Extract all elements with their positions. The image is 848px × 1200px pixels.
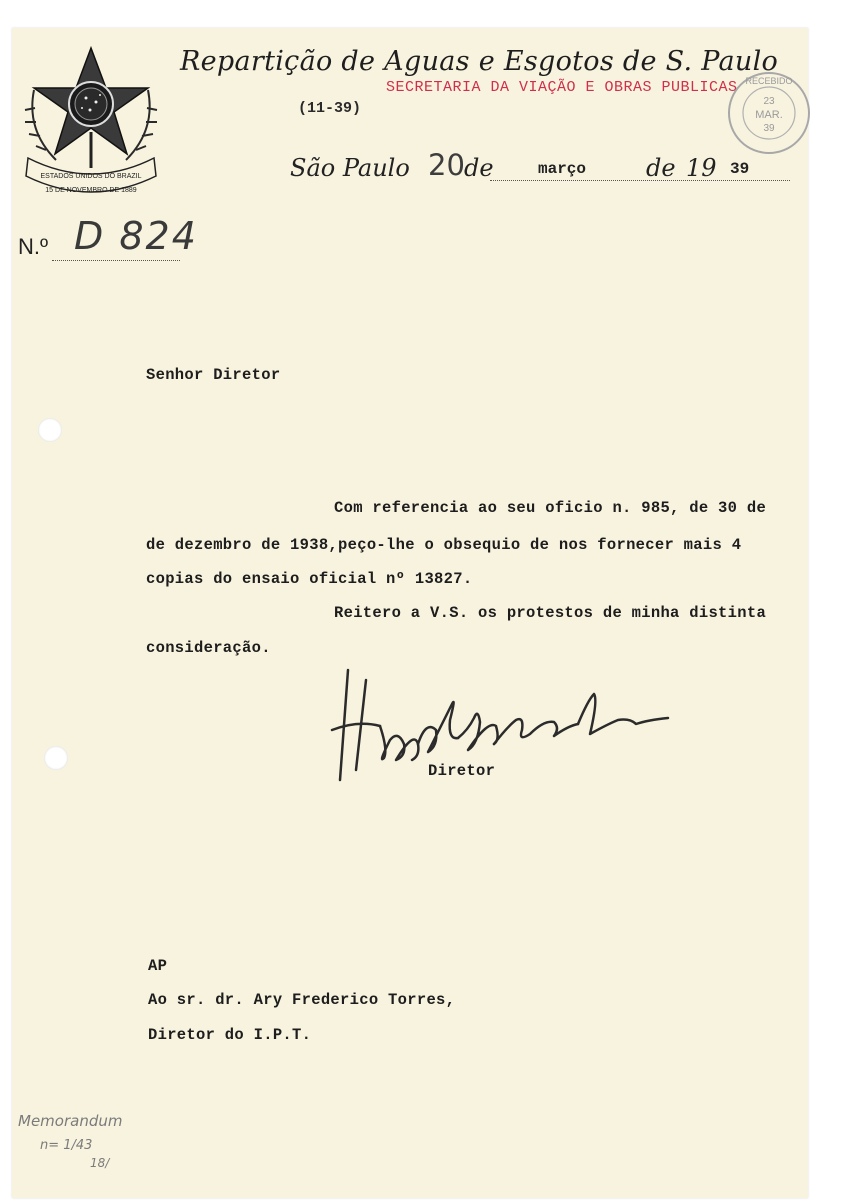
- secretaria-stamp: SECRETARIA DA VIAÇÃO E OBRAS PUBLICAS: [386, 79, 738, 96]
- punch-hole-top: [38, 418, 62, 442]
- body-line-2: de dezembro de 1938,peço-lhe o obsequio de nos fornecer mais 4: [146, 536, 742, 554]
- number-label: N.º: [18, 234, 49, 259]
- number-dotted-line: [52, 260, 180, 261]
- date-place: São Paulo: [290, 154, 410, 182]
- addressee-line-2: Diretor do I.P.T.: [148, 1026, 312, 1044]
- letterhead-title: Repartição de Aguas e Esgotos de S. Paulo: [180, 46, 779, 77]
- date-year-suffix: 39: [730, 160, 750, 178]
- stamp-top-text: RECEBIDO: [745, 76, 793, 86]
- reference-code: (11-39): [298, 100, 362, 117]
- body-line-4: Reitero a V.S. os protestos de minha distinta: [334, 604, 767, 622]
- date-day: 20: [428, 148, 465, 182]
- date-dotted-line: [490, 180, 790, 181]
- dateline: [290, 148, 760, 190]
- coat-of-arms-emblem: [16, 40, 166, 200]
- pencil-note-line-2: n= 1/43: [40, 1138, 93, 1153]
- number-value: D 824: [74, 214, 198, 258]
- salutation: Senhor Diretor: [146, 366, 281, 384]
- received-date-stamp: [726, 70, 812, 156]
- body-line-1: Com referencia ao seu oficio n. 985, de 30 de: [334, 499, 767, 517]
- addressee-initials: AP: [148, 957, 168, 975]
- stamp-month: MAR.: [755, 109, 783, 121]
- ribbon-date: 15 DE NOVEMBRO DE 1889: [45, 187, 137, 194]
- addressee-line-1: Ao sr. dr. Ary Frederico Torres,: [148, 991, 456, 1009]
- punch-hole-bottom: [44, 746, 68, 770]
- body-line-5: consideração.: [146, 639, 271, 657]
- handwritten-signature: [318, 660, 688, 790]
- body-line-3: copias do ensaio oficial nº 13827.: [146, 570, 473, 588]
- pencil-note-line-3: 18/: [90, 1156, 110, 1170]
- pencil-note-line-1: Memorandum: [18, 1112, 123, 1130]
- date-month: março: [538, 160, 587, 178]
- date-de-1: de: [464, 154, 494, 182]
- stamp-day: 23: [763, 96, 775, 107]
- date-de-2: de: [646, 154, 676, 182]
- ribbon-text: ESTADOS UNIDOS DO BRAZIL: [40, 173, 142, 180]
- date-year-prefix: 19: [686, 154, 717, 182]
- signature-title: Diretor: [428, 762, 496, 780]
- stamp-year: 39: [763, 123, 775, 134]
